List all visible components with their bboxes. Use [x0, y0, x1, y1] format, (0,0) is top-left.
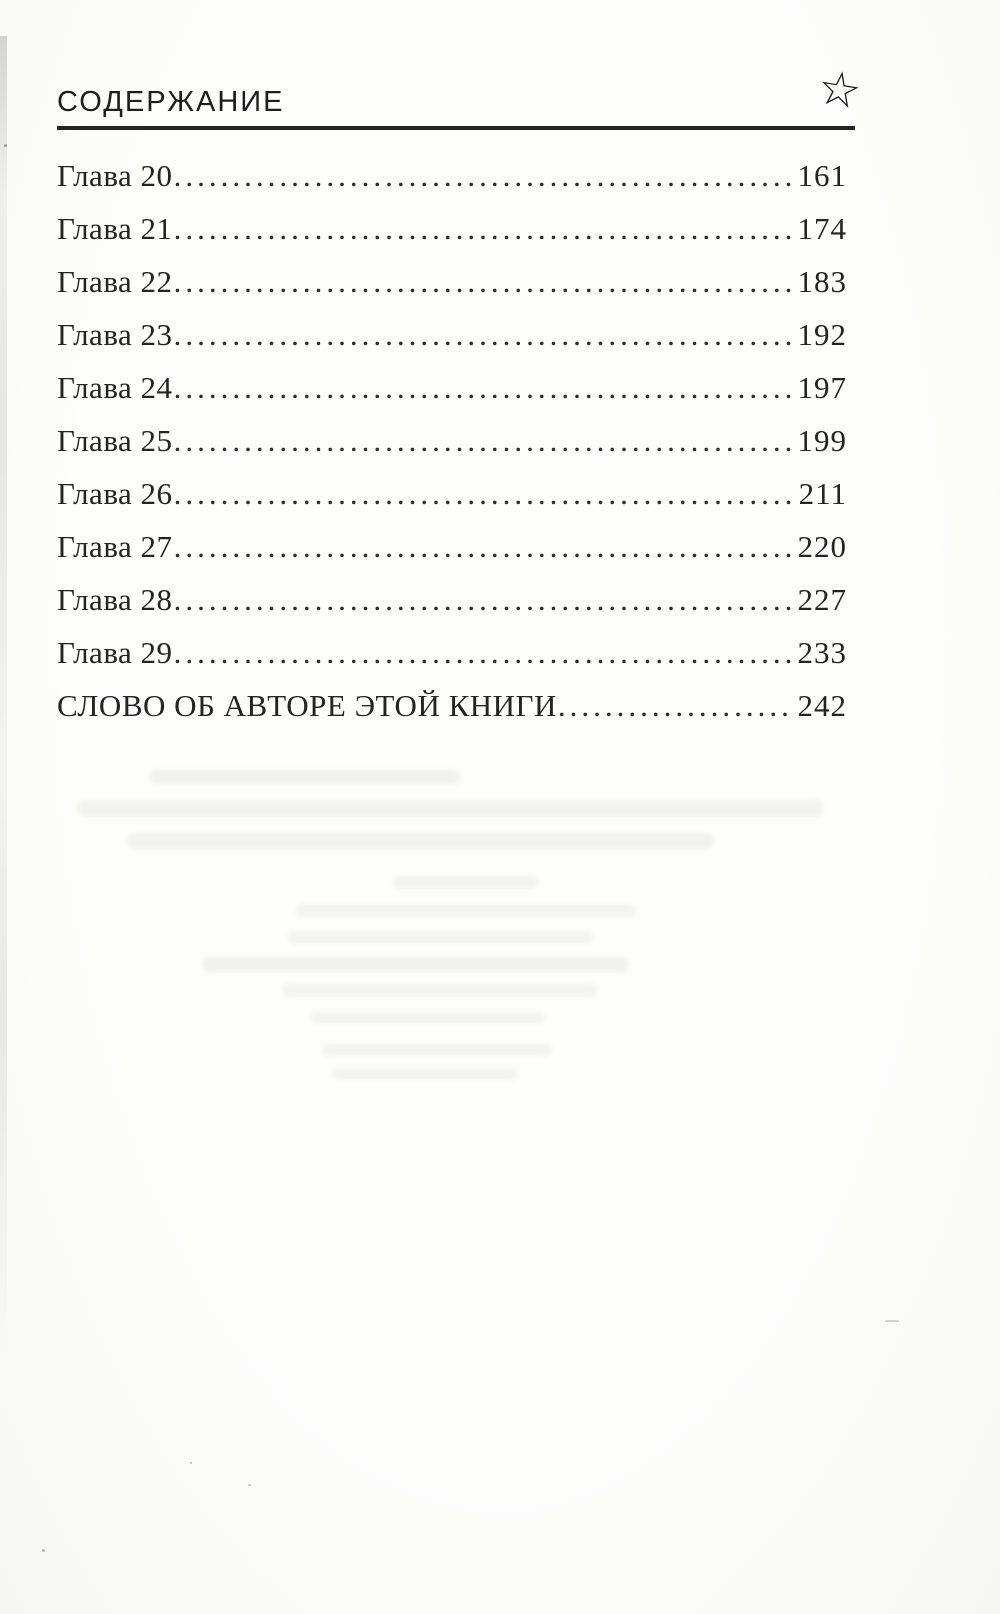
bleed-through-artifact [296, 904, 636, 917]
bleed-through-artifact [310, 1012, 545, 1024]
dust-speck [885, 1320, 899, 1322]
toc-entry [57, 319, 847, 351]
toc-entry [57, 584, 847, 616]
toc-entry-label: Глава 26 [57, 476, 173, 511]
toc-entry-page: 242 [797, 688, 847, 723]
toc-entry-label: Глава 27 [57, 529, 173, 564]
toc-entry [57, 425, 847, 457]
toc-entry-label: Глава 29 [57, 635, 173, 670]
bleed-through-artifact [78, 800, 823, 817]
toc-leader-dots [174, 372, 793, 404]
dust-speck [248, 1484, 251, 1486]
toc-entry [57, 160, 847, 192]
toc-entry [57, 531, 847, 563]
toc-entry-label: Глава 23 [57, 317, 173, 352]
toc-entry-label: Глава 22 [57, 264, 173, 299]
toc-entry-page: 199 [797, 423, 847, 458]
toc-leader-dots [174, 213, 793, 245]
toc-entry-page: 227 [797, 582, 847, 617]
toc-entry-page: 211 [798, 476, 847, 511]
toc-leader-dots [174, 531, 793, 563]
toc-entry [57, 213, 847, 245]
toc-entry-label: Глава 25 [57, 423, 173, 458]
toc-leader-dots [174, 425, 793, 457]
toc-entry-page: 161 [797, 158, 847, 193]
header-rule [57, 126, 855, 130]
bleed-through-artifact [203, 957, 628, 972]
toc-entry-page: 197 [797, 370, 847, 405]
toc-entry-label: СЛОВО ОБ АВТОРЕ ЭТОЙ КНИГИ [57, 688, 557, 723]
bleed-through-artifact [282, 984, 597, 997]
toc-leader-dots [174, 160, 793, 192]
toc-entry [57, 478, 847, 510]
toc-entry [57, 372, 847, 404]
bleed-through-artifact [332, 1068, 517, 1080]
toc-entry-label: Глава 28 [57, 582, 173, 617]
toc-entry-label: Глава 21 [57, 211, 173, 246]
toc-entry-page: 220 [797, 529, 847, 564]
star-icon: ☆ [813, 58, 866, 122]
dust-speck [42, 1549, 45, 1552]
toc-leader-dots [174, 478, 794, 510]
toc-entry-page: 183 [797, 264, 847, 299]
toc-leader-dots [174, 584, 793, 616]
dust-speck [190, 1462, 192, 1464]
bleed-through-artifact [128, 833, 713, 849]
toc-entry [57, 637, 847, 669]
toc-entry-page: 174 [797, 211, 847, 246]
toc-leader-dots [558, 690, 793, 722]
scan-edge-shadow [0, 36, 7, 1356]
toc-entry [57, 690, 847, 722]
table-of-contents [57, 160, 847, 743]
toc-leader-dots [174, 266, 793, 298]
toc-entry-page: 233 [797, 635, 847, 670]
toc-leader-dots [174, 319, 793, 351]
bleed-through-artifact [322, 1044, 552, 1056]
dust-speck [4, 144, 7, 147]
toc-entry-page: 192 [797, 317, 847, 352]
toc-entry-label: Глава 20 [57, 158, 173, 193]
bleed-through-artifact [150, 770, 460, 784]
page-title: СОДЕРЖАНИЕ [57, 86, 285, 118]
toc-entry-label: Глава 24 [57, 370, 173, 405]
toc-entry [57, 266, 847, 298]
bleed-through-artifact [288, 931, 593, 944]
bleed-through-artifact [393, 876, 538, 889]
toc-leader-dots [174, 637, 793, 669]
